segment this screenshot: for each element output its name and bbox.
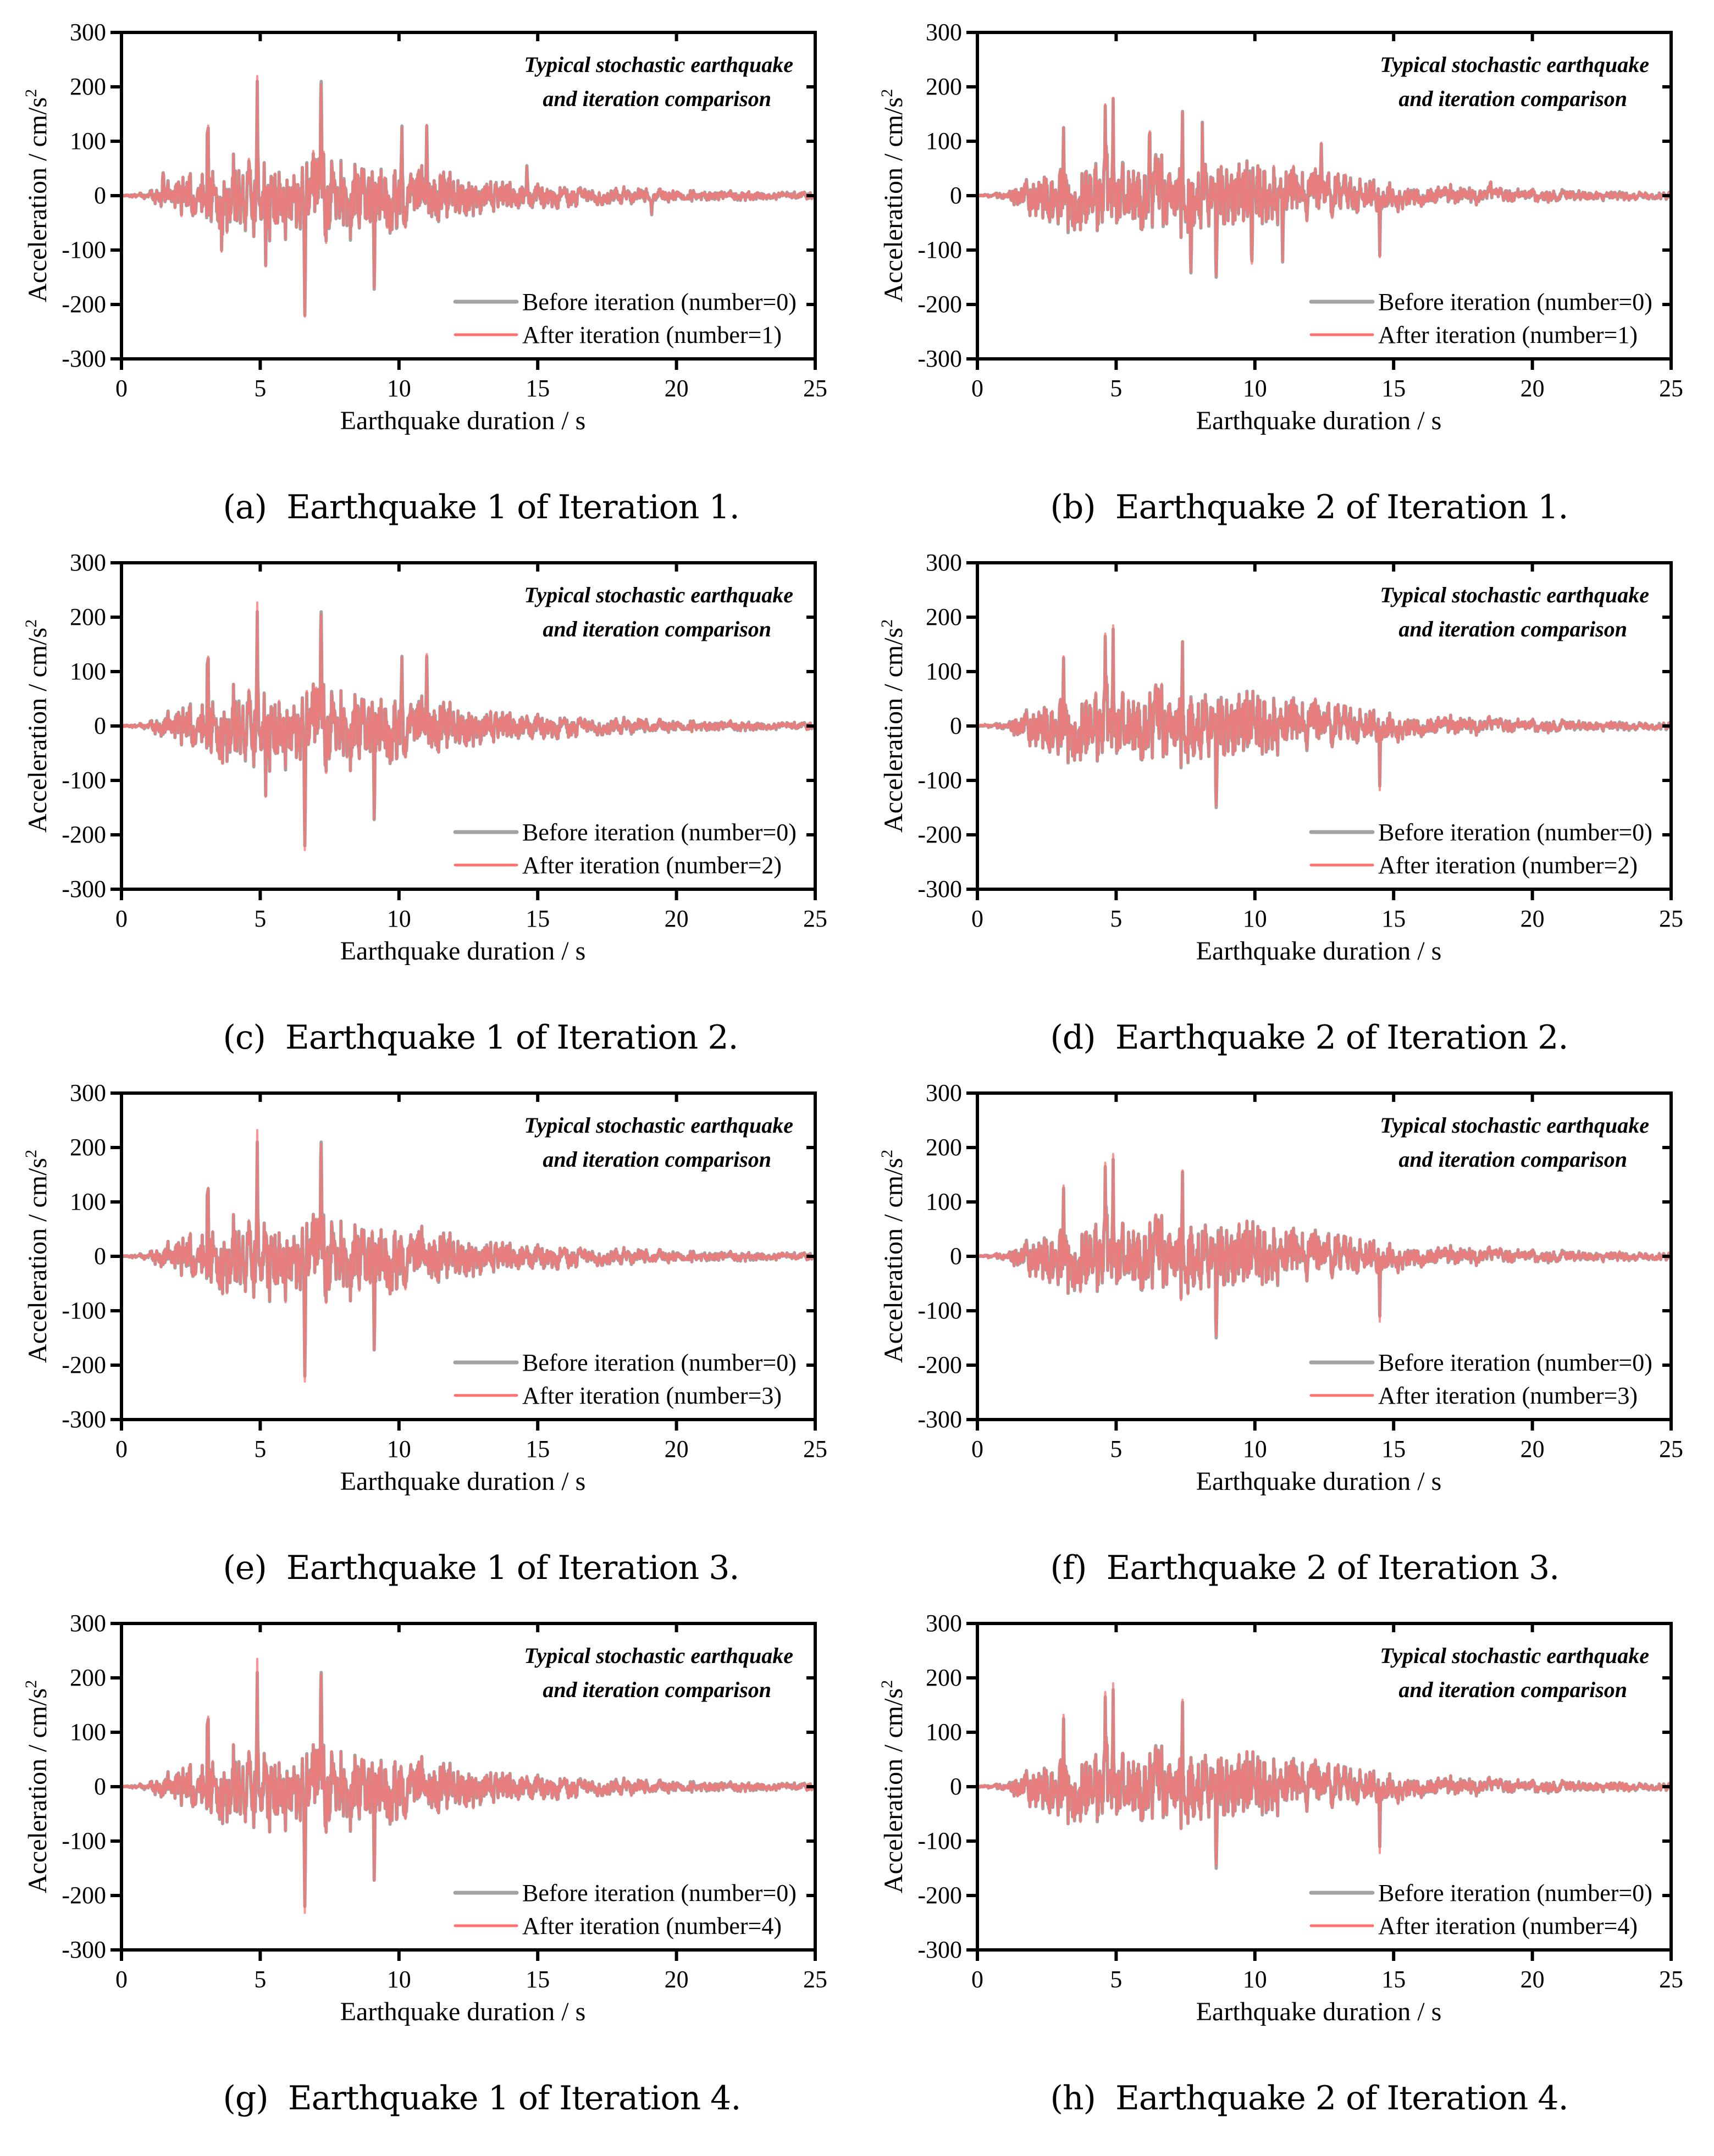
y-tick-label: 300 (926, 1079, 962, 1106)
annotation-line-1: Typical stochastic earthquake (1380, 583, 1649, 607)
y-tick-label: -300 (917, 875, 962, 902)
x-tick-label: 20 (1520, 905, 1545, 932)
legend-label-before: Before iteration (number=0) (1378, 289, 1652, 315)
legend-label-after: After iteration (number=3) (522, 1382, 782, 1409)
y-tick-label: 0 (94, 182, 106, 209)
annotation-line-2: and iteration comparison (543, 1147, 771, 1172)
caption-text: Earthquake 2 of Iteration 2. (1115, 1018, 1568, 1057)
caption-text: Earthquake 1 of Iteration 4. (287, 2079, 741, 2118)
caption-tag: (c) (223, 1018, 266, 1057)
x-tick-label: 20 (1520, 1436, 1545, 1462)
y-axis-title: Acceleration / $cm/s^2$ (22, 1680, 52, 1894)
x-tick-label: 0 (115, 905, 128, 932)
legend (455, 1880, 797, 1939)
x-tick-label: 0 (115, 1966, 128, 1993)
caption-tag: (b) (1050, 488, 1096, 526)
y-axis-title: Acceleration / $cm/s^2$ (878, 619, 908, 833)
x-tick-label: 10 (1242, 905, 1267, 932)
legend-label-before: Before iteration (number=0) (1378, 1880, 1652, 1906)
annotation-line-1: Typical stochastic earthquake (524, 52, 793, 77)
trace-after-iteration (977, 1154, 1671, 1335)
legend-label-after: After iteration (number=4) (1378, 1913, 1638, 1939)
chart-panel-c (0, 530, 857, 1061)
y-tick-label: 100 (926, 128, 962, 154)
y-tick-label: -100 (62, 1297, 106, 1324)
y-tick-label: 300 (70, 19, 106, 46)
x-tick-label: 15 (1381, 1966, 1406, 1993)
legend-label-before: Before iteration (number=0) (1378, 1349, 1652, 1376)
plot-traces (977, 625, 1671, 808)
legend-label-after: After iteration (number=2) (1378, 852, 1638, 879)
x-tick-label: 5 (1110, 375, 1123, 402)
legend-label-before: Before iteration (number=0) (522, 1349, 797, 1376)
x-tick-label: 5 (254, 375, 267, 402)
annotation-line-1: Typical stochastic earthquake (1380, 52, 1649, 77)
x-tick-label: 15 (526, 905, 550, 932)
y-tick-label: 200 (70, 73, 106, 100)
annotation-line-2: and iteration comparison (543, 1677, 771, 1702)
y-tick-label: -100 (917, 236, 962, 263)
x-tick-label: 25 (803, 1436, 827, 1462)
x-tick-label: 5 (254, 905, 267, 932)
caption-tag: (a) (223, 488, 267, 526)
y-tick-label: 0 (950, 1243, 962, 1270)
y-tick-label: 200 (926, 603, 962, 630)
x-tick-label: 5 (1110, 1966, 1123, 1993)
x-tick-label: 10 (1242, 1966, 1267, 1993)
legend-label-after: After iteration (number=4) (522, 1913, 782, 1939)
x-tick-label: 10 (386, 375, 411, 402)
y-tick-label: -200 (62, 821, 106, 848)
y-tick-label: 0 (950, 712, 962, 739)
y-tick-label: 300 (70, 1079, 106, 1106)
chart-panel-d (856, 530, 1713, 1061)
y-axis-title-superscript: 2 (878, 1680, 896, 1688)
plot-traces (977, 1154, 1671, 1338)
annotation-line-2: and iteration comparison (543, 86, 771, 111)
y-tick-label: 200 (926, 1664, 962, 1691)
panel-caption (991, 2041, 1568, 2156)
trace-after-iteration (121, 76, 815, 317)
y-tick-label: -100 (917, 1297, 962, 1324)
plot-traces (977, 98, 1671, 278)
y-axis-title: Acceleration / $cm/s^2$ (878, 1149, 908, 1364)
annotation-line-2: and iteration comparison (1398, 617, 1627, 641)
x-tick-label: 0 (115, 1436, 128, 1462)
y-tick-label: 100 (70, 1188, 106, 1215)
x-tick-label: 0 (971, 905, 983, 932)
x-tick-label: 5 (254, 1436, 267, 1462)
x-tick-label: 15 (1381, 1436, 1406, 1462)
x-axis-title: Earthquake duration / s (1196, 406, 1442, 435)
y-axis-title-superscript: 2 (22, 1680, 40, 1688)
x-tick-label: 25 (803, 375, 827, 402)
x-tick-label: 25 (1659, 905, 1683, 932)
caption-text: Earthquake 2 of Iteration 4. (1115, 2079, 1568, 2118)
x-tick-label: 10 (386, 1966, 411, 1993)
x-axis-title: Earthquake duration / s (340, 1467, 586, 1496)
chart-panel-f (856, 1061, 1713, 1591)
y-tick-label: 300 (926, 1610, 962, 1637)
caption-tag: (g) (223, 2079, 268, 2118)
x-axis-title: Earthquake duration / s (340, 936, 586, 966)
legend-label-after: After iteration (number=1) (1378, 322, 1638, 348)
legend-label-before: Before iteration (number=0) (522, 289, 797, 315)
x-tick-label: 25 (803, 1966, 827, 1993)
x-tick-label: 10 (386, 1436, 411, 1462)
y-axis-title: Acceleration / $cm/s^2$ (22, 619, 52, 833)
y-tick-label: 200 (70, 603, 106, 630)
annotation-line-2: and iteration comparison (543, 617, 771, 641)
y-axis-title: Acceleration / $cm/s^2$ (878, 1680, 908, 1894)
y-tick-label: 200 (70, 1664, 106, 1691)
x-tick-label: 20 (664, 1436, 689, 1462)
x-tick-label: 15 (1381, 905, 1406, 932)
x-tick-label: 25 (1659, 375, 1683, 402)
x-tick-label: 15 (526, 375, 550, 402)
y-axis-title-superscript: 2 (22, 619, 40, 628)
y-tick-label: -300 (62, 1406, 106, 1433)
legend (1311, 819, 1652, 879)
legend (455, 819, 797, 879)
y-axis-title: Acceleration / $cm/s^2$ (22, 88, 52, 303)
x-tick-label: 0 (971, 1966, 983, 1993)
x-tick-label: 20 (1520, 375, 1545, 402)
caption-tag: (d) (1050, 1018, 1096, 1057)
x-tick-label: 10 (1242, 1436, 1267, 1462)
y-tick-label: 100 (926, 1719, 962, 1745)
legend-label-before: Before iteration (number=0) (1378, 819, 1652, 846)
y-tick-label: 300 (926, 19, 962, 46)
y-axis-title-superscript: 2 (878, 619, 896, 628)
chart-panel-b (856, 0, 1713, 530)
annotation-line-1: Typical stochastic earthquake (524, 1113, 793, 1138)
y-tick-label: -100 (917, 1827, 962, 1854)
x-axis-title: Earthquake duration / s (340, 406, 586, 435)
x-axis-title: Earthquake duration / s (1196, 1467, 1442, 1496)
y-tick-label: -100 (62, 767, 106, 794)
x-axis-title: Earthquake duration / s (1196, 1997, 1442, 2026)
y-tick-label: 200 (70, 1134, 106, 1161)
caption-tag: (e) (223, 1549, 267, 1587)
y-axis-title-superscript: 2 (22, 1149, 40, 1158)
caption-text: Earthquake 1 of Iteration 3. (286, 1549, 739, 1587)
chart-panel-g (0, 1591, 857, 2121)
legend-label-before: Before iteration (number=0) (522, 819, 797, 846)
legend-label-before: Before iteration (number=0) (522, 1880, 797, 1906)
y-tick-label: -200 (62, 291, 106, 318)
x-tick-label: 20 (664, 1966, 689, 1993)
y-axis-title-superscript: 2 (878, 1149, 896, 1158)
x-tick-label: 20 (664, 905, 689, 932)
caption-tag: (h) (1050, 2079, 1096, 2118)
x-tick-label: 10 (1242, 375, 1267, 402)
y-tick-label: 0 (950, 1773, 962, 1800)
x-tick-label: 0 (115, 375, 128, 402)
y-tick-label: -200 (62, 1882, 106, 1909)
x-tick-label: 25 (1659, 1436, 1683, 1462)
y-tick-label: 0 (94, 1773, 106, 1800)
y-tick-label: -300 (62, 345, 106, 372)
y-axis-title-superscript: 2 (22, 88, 40, 97)
trace-after-iteration (977, 625, 1671, 806)
legend (1311, 289, 1652, 348)
x-axis-title: Earthquake duration / s (340, 1997, 586, 2026)
y-tick-label: -200 (917, 1882, 962, 1909)
annotation-line-2: and iteration comparison (1398, 1677, 1627, 1702)
y-tick-label: -200 (62, 1351, 106, 1378)
legend-label-after: After iteration (number=1) (522, 322, 782, 348)
caption-text: Earthquake 2 of Iteration 1. (1115, 488, 1568, 526)
y-tick-label: 300 (926, 549, 962, 576)
panel-caption (163, 2041, 740, 2156)
annotation-line-1: Typical stochastic earthquake (524, 583, 793, 607)
annotation-line-1: Typical stochastic earthquake (524, 1643, 793, 1668)
x-tick-label: 0 (971, 375, 983, 402)
caption-text: Earthquake 1 of Iteration 1. (286, 488, 739, 526)
y-tick-label: 200 (926, 73, 962, 100)
y-tick-label: 300 (70, 549, 106, 576)
annotation-line-2: and iteration comparison (1398, 1147, 1627, 1172)
x-tick-label: 5 (254, 1966, 267, 1993)
y-axis-title-superscript: 2 (878, 88, 896, 97)
trace-after-iteration (977, 1683, 1671, 1865)
x-tick-label: 20 (1520, 1966, 1545, 1993)
annotation-line-1: Typical stochastic earthquake (1380, 1113, 1649, 1138)
annotation-line-2: and iteration comparison (1398, 86, 1627, 111)
trace-after-iteration (977, 98, 1671, 276)
y-axis-title: Acceleration / $cm/s^2$ (22, 1149, 52, 1364)
y-tick-label: 0 (950, 182, 962, 209)
y-axis-title: Acceleration / $cm/s^2$ (878, 88, 908, 303)
chart-panel-e (0, 1061, 857, 1591)
x-tick-label: 25 (1659, 1966, 1683, 1993)
plot-traces (121, 76, 815, 317)
y-tick-label: 100 (70, 1719, 106, 1745)
y-tick-label: -300 (62, 1936, 106, 1963)
y-tick-label: -200 (917, 821, 962, 848)
y-tick-label: 200 (926, 1134, 962, 1161)
y-tick-label: 300 (70, 1610, 106, 1637)
x-axis-title: Earthquake duration / s (1196, 936, 1442, 966)
y-tick-label: -200 (917, 1351, 962, 1378)
chart-panel-h (856, 1591, 1713, 2121)
x-tick-label: 15 (1381, 375, 1406, 402)
x-tick-label: 15 (526, 1966, 550, 1993)
x-tick-label: 20 (664, 375, 689, 402)
x-tick-label: 25 (803, 905, 827, 932)
y-tick-label: -100 (62, 236, 106, 263)
caption-text: Earthquake 2 of Iteration 3. (1106, 1549, 1560, 1587)
legend (1311, 1349, 1652, 1409)
y-tick-label: 100 (70, 658, 106, 685)
legend (455, 1349, 797, 1409)
caption-tag: (f) (1050, 1549, 1087, 1587)
x-tick-label: 10 (386, 905, 411, 932)
chart-panel-a (0, 0, 857, 530)
y-tick-label: -100 (62, 1827, 106, 1854)
y-tick-label: -200 (917, 291, 962, 318)
y-tick-label: 100 (70, 128, 106, 154)
y-tick-label: 100 (926, 1188, 962, 1215)
y-tick-label: -100 (917, 767, 962, 794)
x-tick-label: 5 (1110, 905, 1123, 932)
y-tick-label: 0 (94, 712, 106, 739)
annotation-line-1: Typical stochastic earthquake (1380, 1643, 1649, 1668)
y-tick-label: 100 (926, 658, 962, 685)
x-tick-label: 5 (1110, 1436, 1123, 1462)
y-tick-label: 0 (94, 1243, 106, 1270)
plot-traces (977, 1683, 1671, 1869)
y-tick-label: -300 (917, 1406, 962, 1433)
legend-label-after: After iteration (number=2) (522, 852, 782, 879)
x-tick-label: 15 (526, 1436, 550, 1462)
caption-text: Earthquake 1 of Iteration 2. (285, 1018, 738, 1057)
legend-label-after: After iteration (number=3) (1378, 1382, 1638, 1409)
y-tick-label: -300 (917, 1936, 962, 1963)
legend (455, 289, 797, 348)
y-tick-label: -300 (917, 345, 962, 372)
y-tick-label: -300 (62, 875, 106, 902)
legend (1311, 1880, 1652, 1939)
x-tick-label: 0 (971, 1436, 983, 1462)
